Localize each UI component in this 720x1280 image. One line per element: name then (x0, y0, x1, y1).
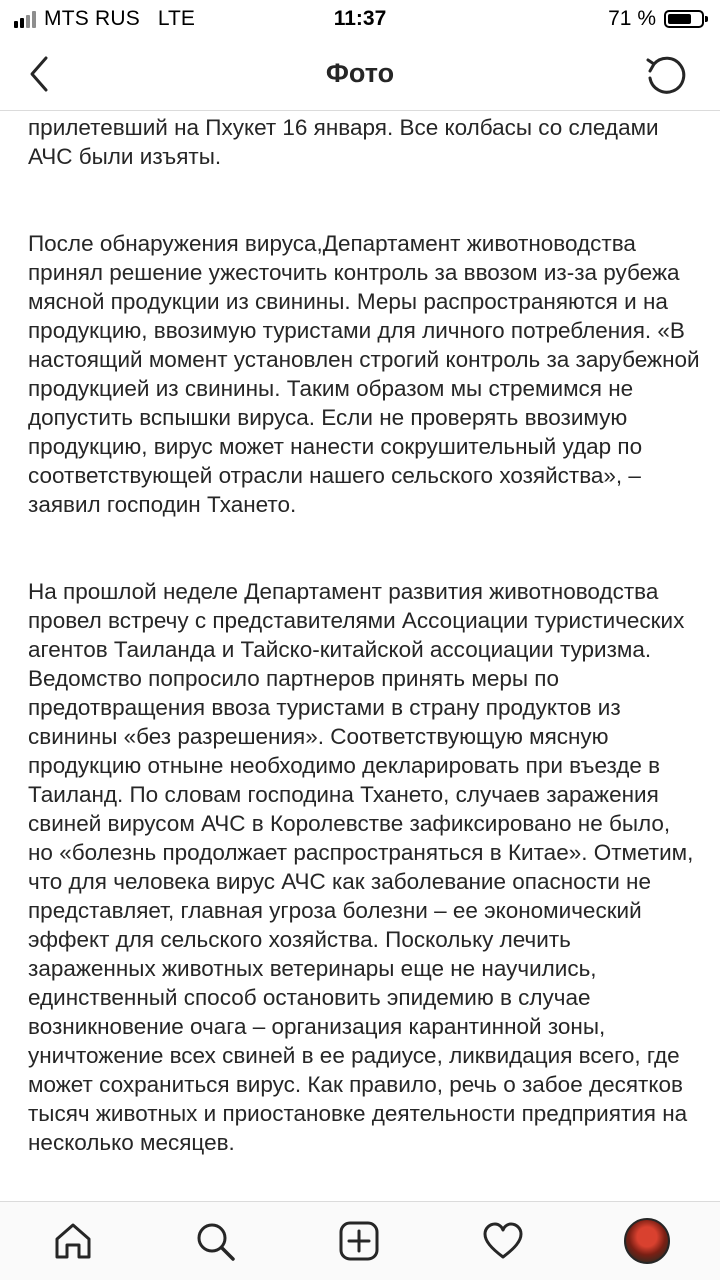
tab-add-post[interactable] (332, 1214, 386, 1268)
tab-profile[interactable] (620, 1214, 674, 1268)
clock: 11:37 (333, 7, 387, 30)
nav-bar (0, 38, 720, 111)
refresh-icon (642, 52, 690, 100)
caption-paragraph: прилетевший на Пхукет 16 января. Все колбасы со следами АЧС были изъяты. (28, 115, 659, 169)
battery-fill (668, 14, 691, 24)
home-icon (51, 1219, 95, 1263)
carrier-name: MTS RUS (44, 7, 140, 30)
tab-search[interactable] (188, 1214, 242, 1268)
battery-percent: 71 % (608, 7, 656, 30)
caption-paragraph: После обнаружения вируса,Департамент животноводства принял решение ужесточить контроль за ввозом из-за рубежа мясной продукции из свинины. Меры распространяются и на продукцию, ввозимую туристами для личного потребления. «В настоящий момент установлен строгий контроль за зарубежной продукцией из свинины. Таким образом мы стремимся не допустить вспышки вируса. Если не проверять ввозимую продукцию, вирус может нанести сокрушительный удар по соответствующей отрасли нашего сельского хозяйства», – заявил господин Тхането. (28, 231, 700, 517)
battery-icon (664, 10, 704, 28)
status-right (608, 7, 704, 31)
page-title: Фото (325, 58, 395, 88)
add-post-icon (337, 1219, 381, 1263)
post-caption (28, 84, 700, 1202)
refresh-button[interactable] (642, 52, 690, 100)
status-bar (0, 0, 720, 38)
heart-icon (481, 1219, 525, 1263)
tab-bar (0, 1201, 720, 1280)
network-type: LTE (157, 7, 195, 30)
tab-home[interactable] (46, 1214, 100, 1268)
tab-activity[interactable] (476, 1214, 530, 1268)
profile-avatar (624, 1218, 670, 1264)
search-icon (193, 1219, 237, 1263)
caption-paragraph: На прошлой неделе Департамент развития животноводства провел встречу с представителями Ассоциации туристических агентов Таиланда и Тайско-китайской ассоциации туризма. Ведомство попросило партнеров принять меры по предотвращения ввоза туристами в страну продуктов из свинины «без разрешения». Соответствующую мясную продукцию отныне необходимо декларировать при въезде в Таиланд. По словам господина Тхането, случаев заражения свиней вирусом АЧС в Королевстве зафиксировано не было, но «болезнь продолжает распространяться в Китае». Отметим, что для человека вирус АЧС как заболевание опасности не представляет, главная угроза болезни – ее экономический эффект для сельского хозяйства. Поскольку лечить зараженных животных ветеринары еще не научились, единственный способ остановить эпидемию в случае возникновение очага – организация карантинной зоны, уничтожение всех свиней в ее радиусе, ликвидация всего, где может сохраниться вирус. Как правило, речь о забое десятков тысяч животных и приостановке деятельности предприятия на несколько месяцев. (28, 579, 694, 1155)
